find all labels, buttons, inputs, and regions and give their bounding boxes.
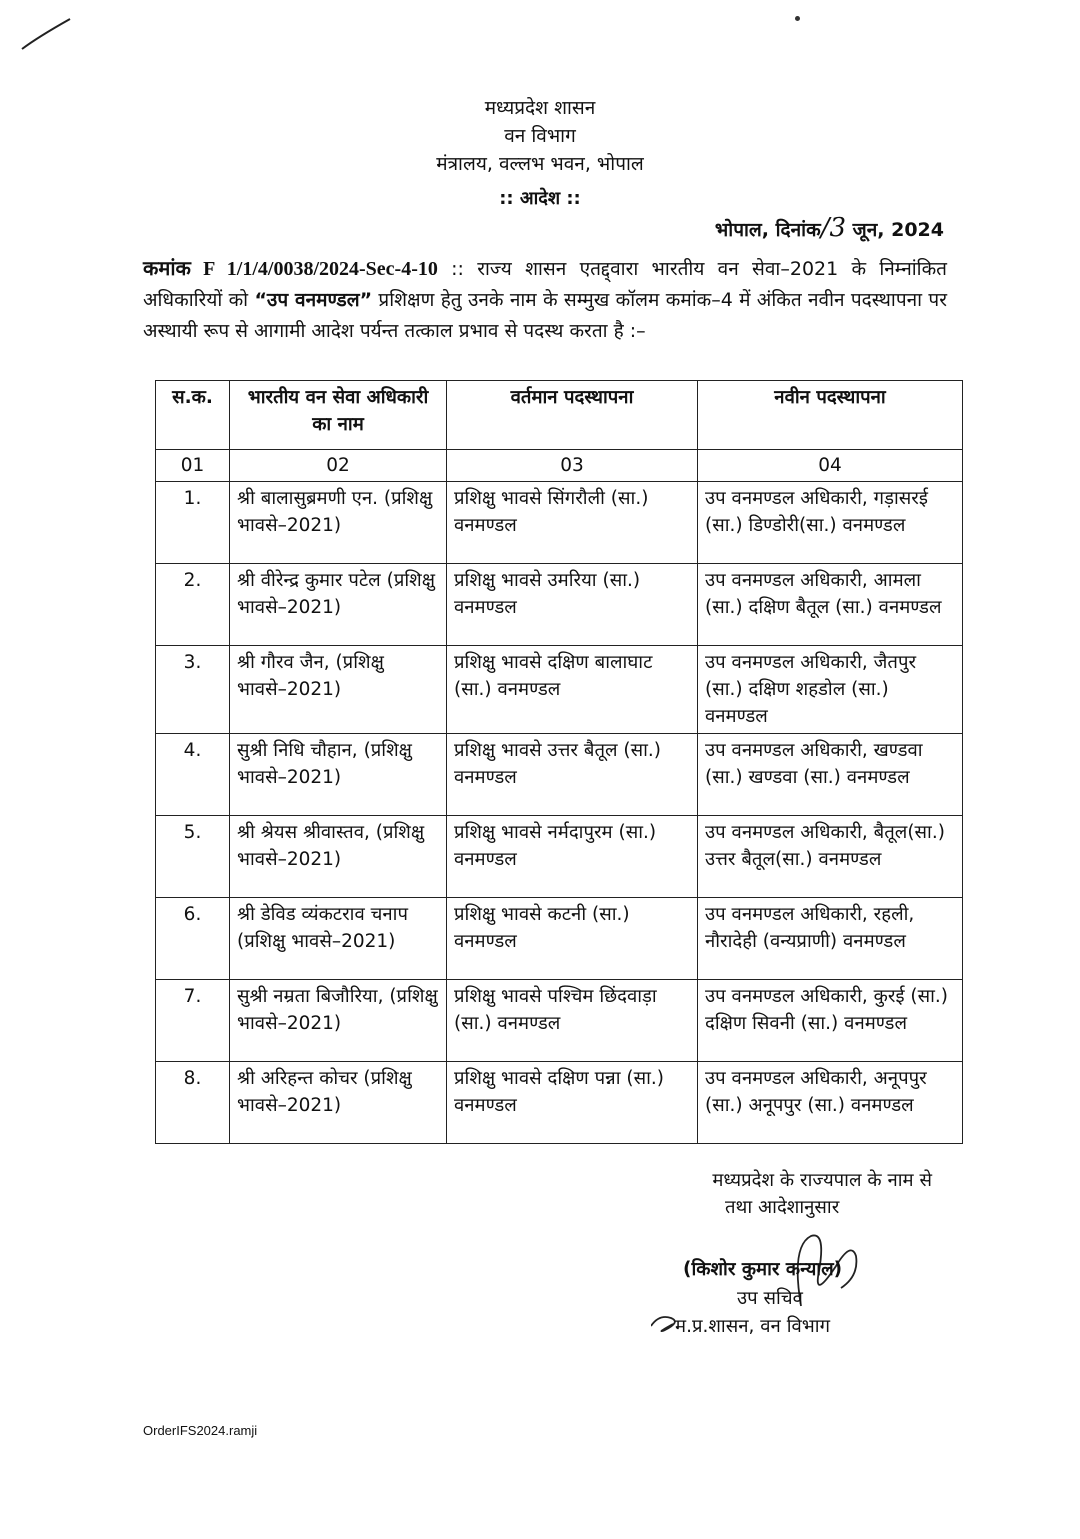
office-address: मंत्रालय, वल्लभ भवन, भोपाल	[436, 153, 644, 175]
signature-order-line: तथा आदेशानुसार	[725, 1197, 840, 1218]
date-suffix: जून, 2024	[852, 219, 944, 241]
col-header-new: नवीन पदस्थापना	[698, 381, 963, 450]
col-header-current: वर्तमान पदस्थापना	[447, 381, 698, 450]
cell-current: प्रशिक्षु भावसे दक्षिण पन्ना (सा.) वनमण्डल	[447, 1062, 698, 1144]
table-row	[156, 898, 963, 980]
cell-current: प्रशिक्षु भावसे उमरिया (सा.) वनमण्डल	[447, 564, 698, 646]
cell-current: प्रशिक्षु भावसे नर्मदापुरम (सा.) वनमण्डल	[447, 816, 698, 898]
signatory-office: म.प्र.शासन, वन विभाग	[675, 1316, 830, 1337]
date-day: /3	[820, 213, 847, 243]
col-number: 03	[447, 450, 698, 482]
govt-name: मध्यप्रदेश शासन	[484, 97, 596, 119]
cell-name: श्री गौरव जैन, (प्रशिक्षु भावसे–2021)	[230, 646, 447, 734]
table-row	[156, 1062, 963, 1144]
cell-new: उप वनमण्डल अधिकारी, जैतपुर (सा.) दक्षिण शहडोल (सा.) वनमण्डल	[698, 646, 963, 734]
col-header-name: भारतीय वन सेवा अधिकारी का नाम	[230, 381, 447, 450]
cell-sn: 8.	[156, 1062, 230, 1144]
reference-number: कमांक F 1/1/4/0038/2024-Sec-4-10	[143, 258, 438, 280]
signature-authority-line: मध्यप्रदेश के राज्यपाल के नाम से	[712, 1170, 932, 1191]
table-row	[156, 482, 963, 564]
cell-name: सुश्री नम्रता बिजौरिया, (प्रशिक्षु भावसे–2021)	[230, 980, 447, 1062]
posting-table	[155, 380, 963, 1144]
table-row	[156, 564, 963, 646]
cell-sn: 6.	[156, 898, 230, 980]
cell-new: उप वनमण्डल अधिकारी, रहली, नौरादेही (वन्यप्राणी) वनमण्डल	[698, 898, 963, 980]
table-row	[156, 734, 963, 816]
table-number-row	[156, 450, 963, 482]
cell-new: उप वनमण्डल अधिकारी, कुरई (सा.) दक्षिण सिवनी (सा.) वनमण्डल	[698, 980, 963, 1062]
table-row	[156, 980, 963, 1062]
order-text-part2: प्रशिक्षण हेतु उनके नाम के सम्मुख कॉलम कमांक–4 में अंकित नवीन पदस्थापना पर अस्थायी रूप से आगामी आदेश पर्यन्त तत्काल प्रभाव से पदस्थ करता है :–	[143, 289, 947, 342]
order-text-part1: :: राज्य शासन एतद्द्वारा भारतीय वन सेवा–2021 के निम्नांकित अधिकारियों को	[143, 258, 948, 311]
cell-name: श्री बालासुब्रमणी एन. (प्रशिक्षु भावसे–2021)	[230, 482, 447, 564]
cell-new: उप वनमण्डल अधिकारी, अनूपपुर (सा.) अनूपपुर (सा.) वनमण्डल	[698, 1062, 963, 1144]
cell-sn: 7.	[156, 980, 230, 1062]
signatory-name: (किशोर कुमार कन्याल)	[683, 1259, 843, 1280]
order-paragraph	[143, 254, 947, 347]
date-prefix: भोपाल, दिनांक	[714, 219, 821, 241]
cell-name: श्री डेविड व्यंकटराव चनाप (प्रशिक्षु भावसे–2021)	[230, 898, 447, 980]
cell-sn: 1.	[156, 482, 230, 564]
col-number: 02	[230, 450, 447, 482]
table-header-row	[156, 381, 963, 450]
cell-current: प्रशिक्षु भावसे दक्षिण बालाघाट (सा.) वनमण्डल	[447, 646, 698, 734]
cell-new: उप वनमण्डल अधिकारी, बैतूल(सा.) उत्तर बैतूल(सा.) वनमण्डल	[698, 816, 963, 898]
bold-term: “उप वनमण्डल”	[254, 289, 373, 311]
col-number: 01	[156, 450, 230, 482]
cell-current: प्रशिक्षु भावसे पश्चिम छिंदवाड़ा (सा.) वनमण्डल	[447, 980, 698, 1062]
signatory-designation: उप सचिव	[737, 1288, 803, 1309]
file-name: OrderIFS2024.ramji	[143, 1423, 258, 1438]
cell-sn: 4.	[156, 734, 230, 816]
table-row	[156, 646, 963, 734]
cell-sn: 3.	[156, 646, 230, 734]
speck-mark	[795, 16, 800, 21]
col-header-sn: स.क.	[156, 381, 230, 450]
col-number: 04	[698, 450, 963, 482]
cell-name: श्री अरिहन्त कोचर (प्रशिक्षु भावसे–2021)	[230, 1062, 447, 1144]
cell-sn: 5.	[156, 816, 230, 898]
order-heading: :: आदेश ::	[499, 188, 581, 209]
cell-new: उप वनमण्डल अधिकारी, गड़ासरई (सा.) डिण्डोरी(सा.) वनमण्डल	[698, 482, 963, 564]
cell-name: श्री वीरेन्द्र कुमार पटेल (प्रशिक्षु भावसे–2021)	[230, 564, 447, 646]
cell-new: उप वनमण्डल अधिकारी, आमला (सा.) दक्षिण बैतूल (सा.) वनमण्डल	[698, 564, 963, 646]
cell-current: प्रशिक्षु भावसे कटनी (सा.) वनमण्डल	[447, 898, 698, 980]
cell-current: प्रशिक्षु भावसे सिंगरौली (सा.) वनमण्डल	[447, 482, 698, 564]
cell-new: उप वनमण्डल अधिकारी, खण्डवा (सा.) खण्डवा (सा.) वनमण्डल	[698, 734, 963, 816]
table-row	[156, 816, 963, 898]
pen-mark-icon	[18, 15, 78, 55]
cell-name: श्री श्रेयस श्रीवास्तव, (प्रशिक्षु भावसे–2021)	[230, 816, 447, 898]
cell-name: सुश्री निधि चौहान, (प्रशिक्षु भावसे–2021)	[230, 734, 447, 816]
department-name: वन विभाग	[504, 125, 576, 147]
date-line	[715, 213, 944, 243]
cell-current: प्रशिक्षु भावसे उत्तर बैतूल (सा.) वनमण्डल	[447, 734, 698, 816]
cell-sn: 2.	[156, 564, 230, 646]
